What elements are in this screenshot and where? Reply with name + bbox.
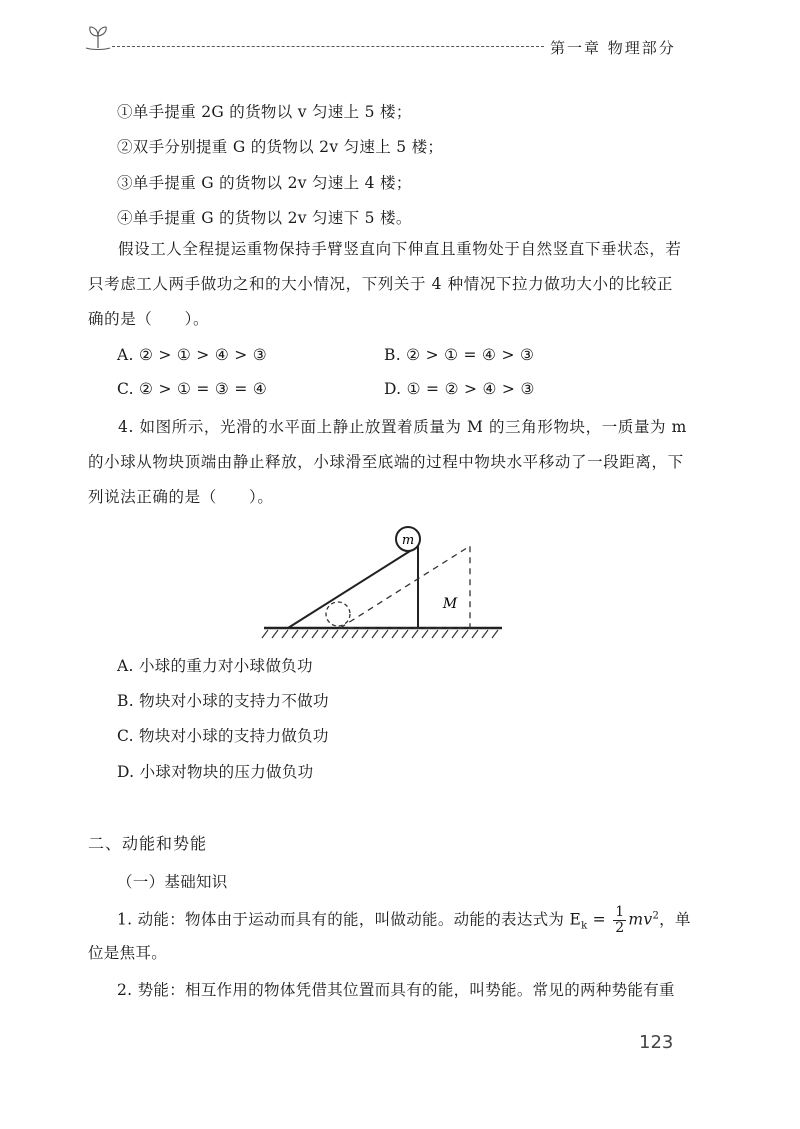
q3-choice-b: B. ② > ① = ④ > ③ <box>384 346 535 364</box>
kinetic-energy-unit: 位是焦耳。 <box>88 944 168 962</box>
q4-choice-b: B. 物块对小球的支持力不做功 <box>117 692 329 710</box>
q3-choice-d: D. ① = ② > ④ > ③ <box>384 380 535 398</box>
block-label: M <box>442 596 458 612</box>
ball-label: m <box>401 533 415 548</box>
list-item: ②双手分别提重 G 的货物以 2v 匀速上 5 楼； <box>117 138 444 156</box>
q4-choice-a: A. 小球的重力对小球做负功 <box>117 657 313 675</box>
section-title: 二、动能和势能 <box>88 834 208 853</box>
displaced-block-outline <box>340 546 470 628</box>
list-item: ④单手提重 G 的货物以 2v 匀速下 5 楼。 <box>117 209 412 227</box>
q4-choice-d: D. 小球对物块的压力做负功 <box>117 763 314 781</box>
chapter-header: 第一章 物理部分 <box>550 39 676 57</box>
q3-choice-a: A. ② > ① > ④ > ③ <box>117 346 267 364</box>
sprout-icon <box>84 24 112 54</box>
q3-choice-c: C. ② > ① = ③ = ④ <box>117 380 268 398</box>
list-item: ①单手提重 2G 的货物以 v 匀速上 5 楼； <box>117 103 412 121</box>
list-item: ③单手提重 G 的货物以 2v 匀速上 4 楼； <box>117 174 412 192</box>
header-divider <box>112 46 544 47</box>
page-number: 123 <box>639 1032 674 1053</box>
potential-energy-definition: 2. 势能：相互作用的物体凭借其位置而具有的能，叫势能。常见的两种势能有重 <box>117 981 675 999</box>
q4-choice-c: C. 物块对小球的支持力做负功 <box>117 727 329 745</box>
question-4-text: 4. 如图所示，光滑的水平面上静止放置着质量为 M 的三角形物块，一质量为 m 的小球从物块顶端由静止释放，小球滑至底端的过程中物块水平移动了一段距离，下列说法正确的是（ ）。 <box>88 418 687 506</box>
kinetic-energy-definition: 1. 动能：物体由于运动而具有的能，叫做动能。动能的表达式为 $E_k$ = $\frac{1}{2}$ $mv^2$，单 <box>117 904 691 936</box>
section-subtitle: （一）基础知识 <box>117 873 228 891</box>
incline-figure <box>258 522 508 640</box>
question-3-text: 假设工人全程提运重物保持手臂竖直向下伸直且重物处于自然竖直下垂状态，若只考虑工人两手做功之和的大小情况，下列关于 4 种情况下拉力做功大小的比较正确的是（ ）。 <box>88 240 682 328</box>
ground-surface <box>262 628 502 638</box>
ball-final-position <box>326 602 350 626</box>
triangle-block <box>288 546 418 628</box>
